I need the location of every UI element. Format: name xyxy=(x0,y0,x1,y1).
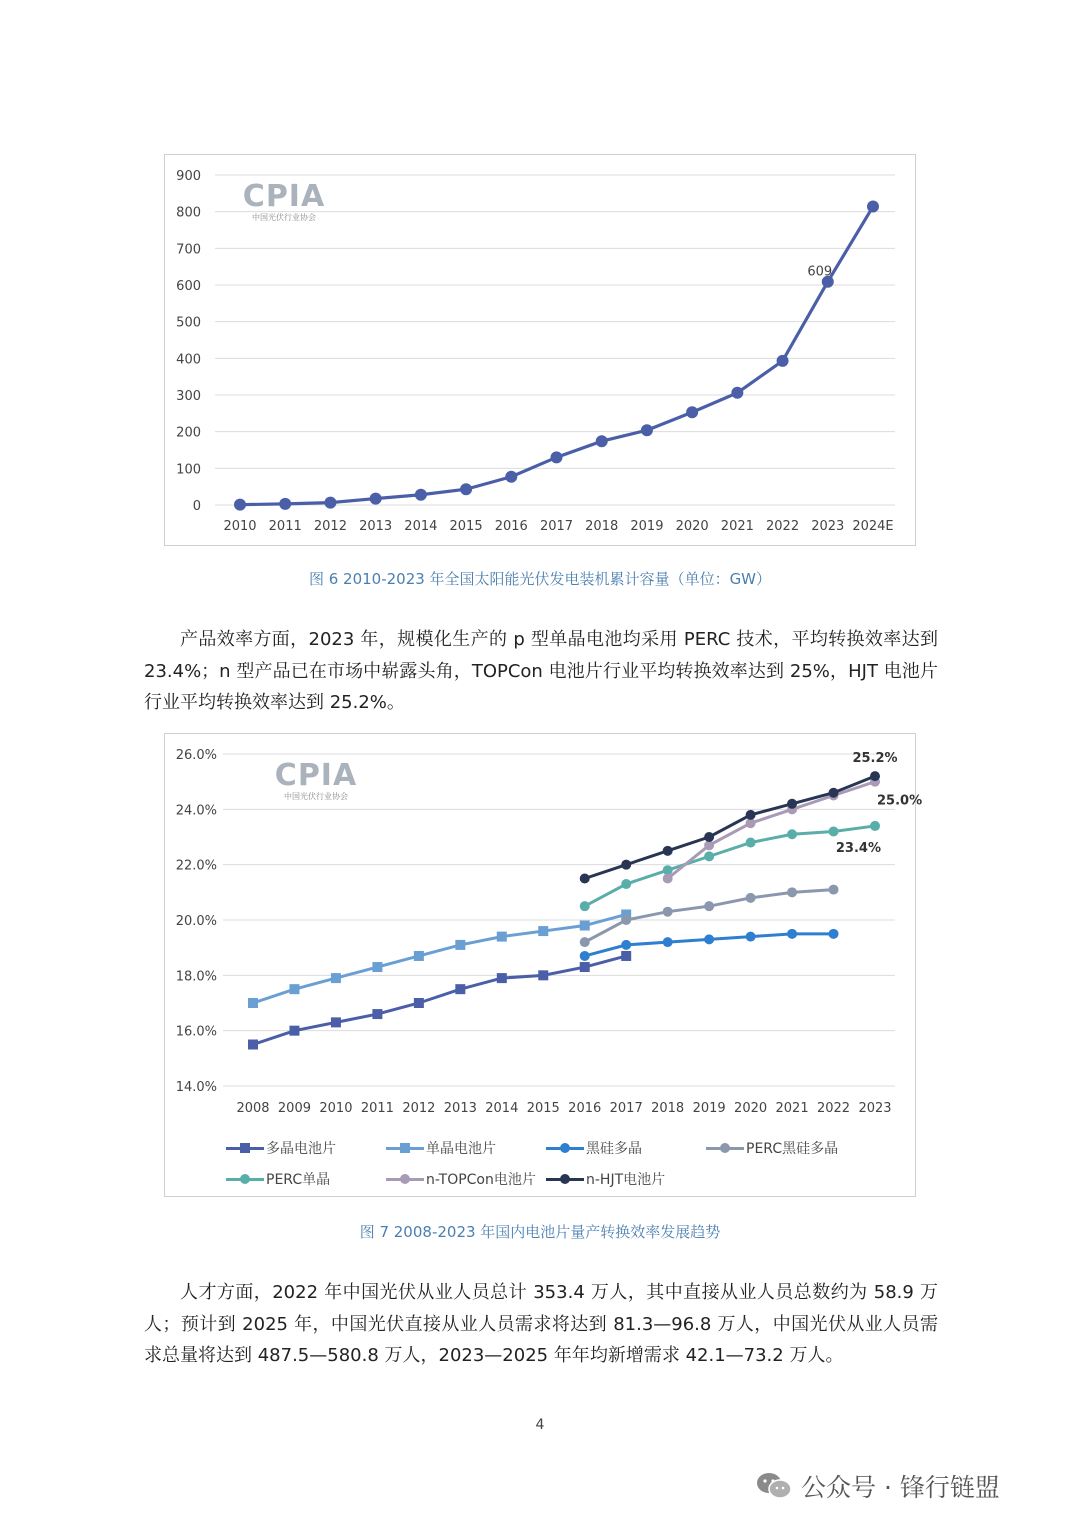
data-point xyxy=(641,424,653,436)
data-point xyxy=(621,951,631,961)
x-tick-label: 2018 xyxy=(585,519,619,534)
legend-row xyxy=(226,1132,906,1163)
cpia-watermark-subtitle: 中国光伏行业协会 xyxy=(252,213,316,222)
data-point xyxy=(621,915,631,925)
data-point xyxy=(372,962,382,972)
data-point xyxy=(663,937,673,947)
x-tick-label: 2017 xyxy=(539,519,574,534)
data-point xyxy=(414,951,424,961)
data-point xyxy=(746,932,756,942)
y-tick-label: 24.0% xyxy=(175,803,217,819)
legend-label: n-HJT电池片 xyxy=(586,1171,666,1188)
legend-label: n-TOPCon电池片 xyxy=(426,1171,536,1188)
data-point xyxy=(580,921,590,931)
x-tick-label: 2011 xyxy=(268,519,302,534)
legend-item-topcon xyxy=(386,1169,546,1189)
chart-efficiency-plot xyxy=(165,734,923,1198)
legend-item-black-silicon xyxy=(546,1138,706,1158)
x-tick-label: 2022 xyxy=(766,519,800,534)
x-tick-label: 2009 xyxy=(277,1101,312,1116)
data-point xyxy=(621,860,631,870)
figure-6-caption: 图 6 2010-2023 年全国太阳能光伏发电装机累计容量（单位：GW） xyxy=(308,570,772,588)
cpia-watermark-title: CPIA xyxy=(274,758,358,793)
figure-7-caption: 图 7 2008-2023 年国内电池片量产转换效率发展趋势 xyxy=(359,1223,721,1241)
x-tick-label: 2023 xyxy=(811,519,845,534)
data-point xyxy=(746,838,756,848)
x-tick-label: 2014 xyxy=(485,1101,519,1116)
chart-capacity-plot xyxy=(165,155,917,547)
y-tick-label: 700 xyxy=(176,242,201,258)
data-point xyxy=(746,893,756,903)
x-tick-label: 2008 xyxy=(236,1101,270,1116)
cpia-watermark-subtitle: 中国光伏行业协会 xyxy=(284,792,348,801)
cpia-watermark-title: CPIA xyxy=(242,179,326,214)
data-point xyxy=(497,932,507,942)
x-tick-label: 2014 xyxy=(404,519,438,534)
data-point xyxy=(870,771,880,781)
data-point xyxy=(580,901,590,911)
series-line xyxy=(253,956,626,1045)
x-tick-label: 2020 xyxy=(734,1101,768,1116)
y-tick-label: 14.0% xyxy=(175,1080,217,1095)
data-point xyxy=(248,1040,258,1050)
y-tick-label: 100 xyxy=(176,462,201,478)
x-tick-label: 2013 xyxy=(443,1101,477,1116)
x-tick-label: 2010 xyxy=(223,519,257,534)
y-tick-label: 800 xyxy=(176,205,201,221)
data-point xyxy=(787,799,797,809)
legend-label: 多晶电池片 xyxy=(266,1140,336,1157)
legend-item-hjt xyxy=(546,1169,706,1189)
data-point xyxy=(867,201,879,213)
x-tick-label: 2011 xyxy=(360,1101,394,1116)
x-tick-label: 2021 xyxy=(720,519,754,534)
y-tick-label: 0 xyxy=(192,499,201,514)
wechat-footer xyxy=(755,1468,1000,1504)
chart-efficiency-legend xyxy=(226,1132,906,1194)
x-tick-label: 2021 xyxy=(775,1101,809,1116)
data-label: 25.2% xyxy=(852,751,898,767)
y-tick-label: 500 xyxy=(176,315,201,331)
x-tick-label: 2015 xyxy=(526,1101,560,1116)
legend-item-perc-mono xyxy=(226,1169,386,1189)
x-tick-label: 2017 xyxy=(609,1101,643,1116)
y-tick-label: 18.0% xyxy=(175,969,217,985)
data-point xyxy=(580,874,590,884)
data-point xyxy=(596,435,608,447)
data-point xyxy=(621,940,631,950)
data-point xyxy=(746,810,756,820)
data-point xyxy=(455,984,465,994)
y-tick-label: 20.0% xyxy=(175,914,217,929)
legend-item-perc-black-silicon xyxy=(706,1138,866,1158)
wechat-icon xyxy=(755,1471,793,1501)
data-label: 23.4% xyxy=(835,840,881,856)
data-point xyxy=(621,879,631,889)
legend-item-mono xyxy=(386,1138,546,1158)
data-point xyxy=(538,926,548,936)
data-point xyxy=(663,907,673,917)
chart-efficiency xyxy=(164,733,923,1197)
x-tick-label: 2018 xyxy=(651,1101,685,1116)
legend-label: PERC单晶 xyxy=(266,1171,331,1188)
data-point xyxy=(460,483,472,495)
data-point xyxy=(289,1026,299,1036)
data-point xyxy=(787,929,797,939)
x-tick-label: 2015 xyxy=(449,519,483,534)
data-point xyxy=(279,498,291,510)
x-tick-label: 2024E xyxy=(852,519,894,534)
wechat-account-label: 公众号 · 锋行链盟 xyxy=(801,1473,1000,1502)
data-point xyxy=(731,387,743,399)
data-point xyxy=(372,1009,382,1019)
y-tick-label: 200 xyxy=(176,425,201,441)
data-point xyxy=(538,970,548,980)
legend-label: 黑硅多晶 xyxy=(586,1140,642,1157)
data-point xyxy=(331,973,341,983)
data-point xyxy=(370,493,382,505)
data-point xyxy=(580,962,590,972)
x-tick-label: 2019 xyxy=(692,1101,726,1116)
data-point xyxy=(497,973,507,983)
legend-item-poly xyxy=(226,1138,386,1158)
data-point xyxy=(787,887,797,897)
x-tick-label: 2016 xyxy=(494,519,528,534)
data-point xyxy=(324,497,336,509)
x-tick-label: 2020 xyxy=(675,519,709,534)
data-point xyxy=(704,934,714,944)
data-point xyxy=(551,451,563,463)
data-point xyxy=(234,499,246,511)
x-tick-label: 2013 xyxy=(359,519,393,534)
y-tick-label: 16.0% xyxy=(175,1024,217,1040)
y-tick-label: 400 xyxy=(176,352,201,368)
data-point xyxy=(580,951,590,961)
x-tick-label: 2012 xyxy=(313,519,347,534)
legend-label: PERC黑硅多晶 xyxy=(746,1140,839,1157)
y-tick-label: 26.0% xyxy=(175,748,217,763)
data-point xyxy=(248,998,258,1008)
data-point xyxy=(505,471,517,483)
data-point xyxy=(704,832,714,842)
efficiency-paragraph: 产品效率方面，2023 年，规模化生产的 p 型单晶电池均采用 PERC 技术，平均转换效率达到 23.4%；n 型产品已在市场中崭露头角，TOPCon 电池片行业平均转换效率达到 25%，HJT 电池片行业平均转换效率达到 25.2%。 xyxy=(144,629,938,713)
x-tick-label: 2010 xyxy=(319,1101,353,1116)
data-point xyxy=(663,846,673,856)
y-tick-label: 600 xyxy=(176,279,201,294)
x-tick-label: 2012 xyxy=(402,1101,436,1116)
x-tick-label: 2019 xyxy=(630,519,664,534)
data-point xyxy=(777,355,789,367)
y-tick-label: 300 xyxy=(176,389,201,404)
data-point xyxy=(415,489,427,501)
data-point xyxy=(870,821,880,831)
talent-paragraph: 人才方面，2022 年中国光伏从业人员总计 353.4 万人，其中直接从业人员总数约为 58.9 万人；预计到 2025 年，中国光伏直接从业人员需求将达到 81.3—96.8 万人，中国光伏从业人员需求总量将达到 487.5—580.8 万人，2023—2025 年年均新增需求 42.1—73.2 万人。 xyxy=(144,1282,938,1366)
data-point xyxy=(829,885,839,895)
data-point xyxy=(289,984,299,994)
y-tick-label: 900 xyxy=(176,169,201,184)
data-point xyxy=(686,406,698,418)
data-label: 609 xyxy=(807,264,833,280)
data-point xyxy=(414,998,424,1008)
data-point xyxy=(704,851,714,861)
data-point xyxy=(331,1017,341,1027)
data-point xyxy=(455,940,465,950)
chart-capacity xyxy=(164,154,916,546)
data-point xyxy=(829,788,839,798)
data-point xyxy=(829,929,839,939)
data-point xyxy=(787,829,797,839)
data-point xyxy=(829,826,839,836)
page-number: 4 xyxy=(535,1417,545,1433)
legend-label: 单晶电池片 xyxy=(426,1140,496,1157)
data-point xyxy=(580,937,590,947)
data-point xyxy=(663,874,673,884)
x-tick-label: 2023 xyxy=(858,1101,892,1116)
data-label: 25.0% xyxy=(877,793,923,809)
legend-row xyxy=(226,1163,906,1194)
x-tick-label: 2016 xyxy=(568,1101,602,1116)
y-tick-label: 22.0% xyxy=(175,858,217,874)
data-point xyxy=(704,901,714,911)
x-tick-label: 2022 xyxy=(816,1101,851,1116)
series-line xyxy=(253,914,626,1003)
